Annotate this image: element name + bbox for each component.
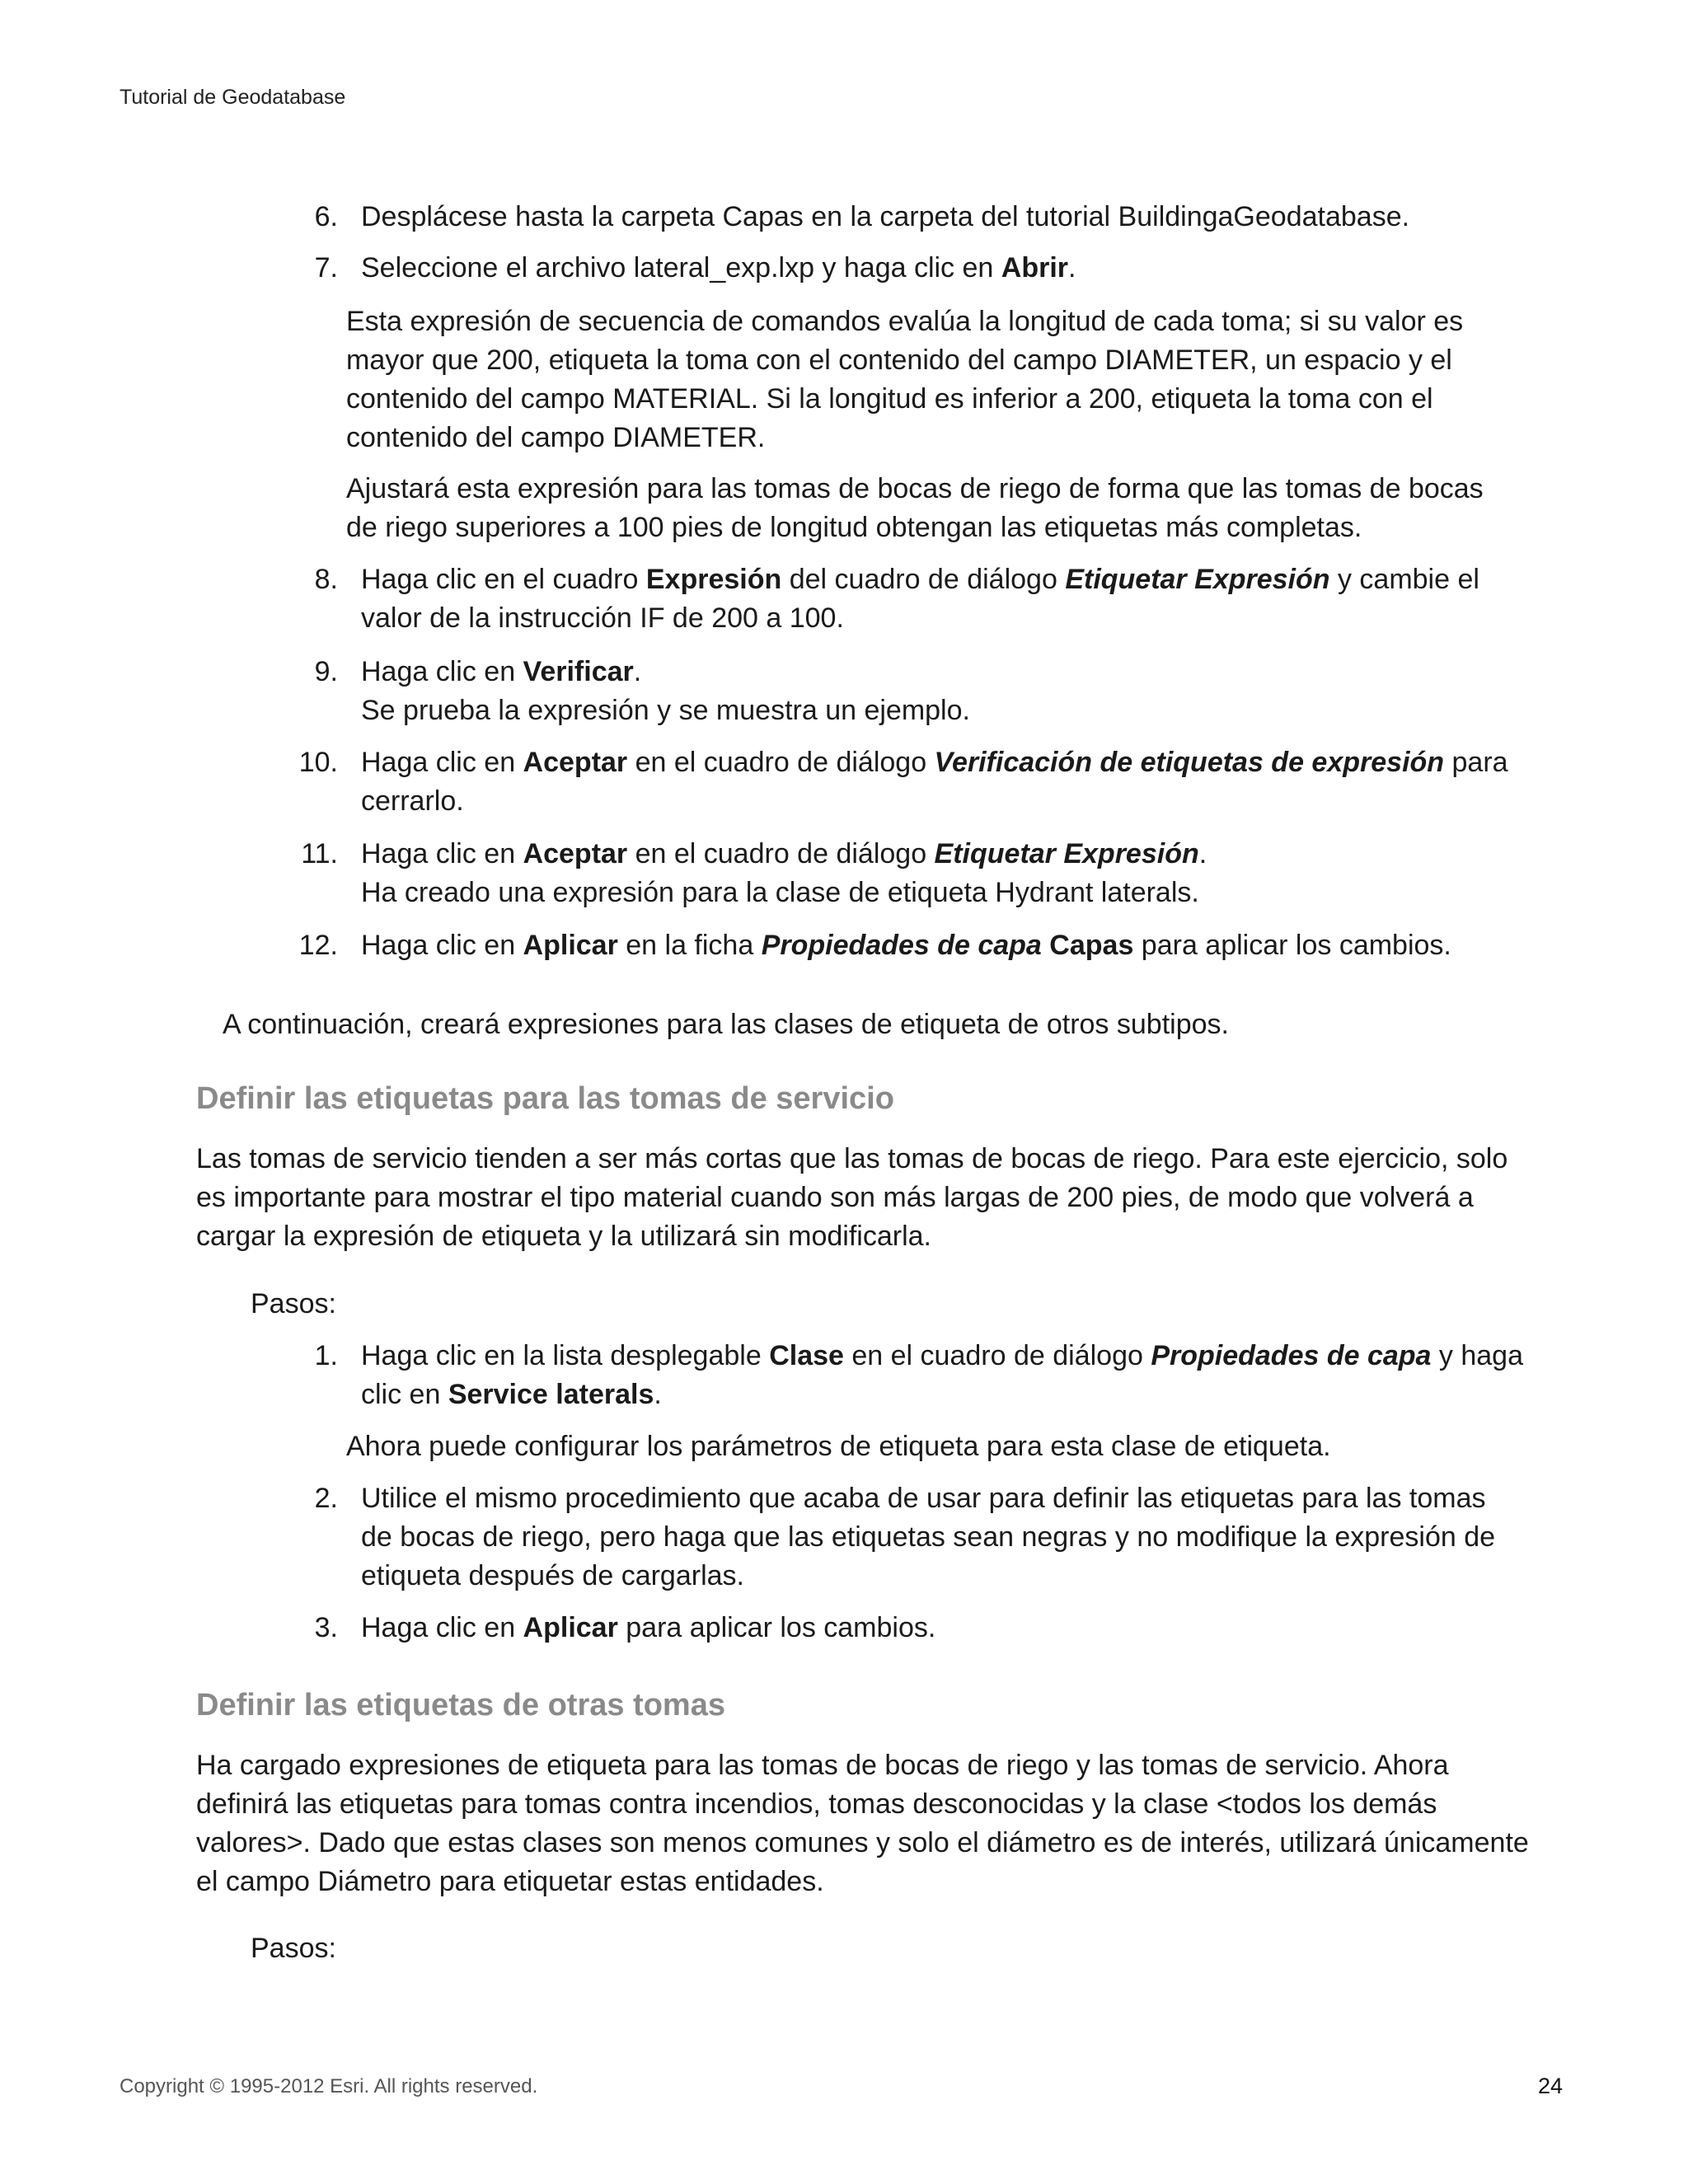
step-12: Haga clic en Aplicar en la ficha Propiedades de capa Capas para aplicar los cambios. xyxy=(361,930,1451,961)
step-9: Haga clic en Verificar. Se prueba la expresión y se muestra un ejemplo. xyxy=(361,656,970,726)
step-11: Haga clic en Aceptar en el cuadro de diálogo Etiquetar Expresión. Ha creado una expresión para la clase de etiqueta Hydrant laterals. xyxy=(361,838,1207,908)
section-heading: Definir las etiquetas para las tomas de servicio xyxy=(196,1081,894,1116)
step-7-note: Ajustará esta expresión para las tomas de bocas de riego de forma que las tomas de bocas de riego superiores a 100 pies de longitud obtengan las etiquetas más completas. xyxy=(346,473,1484,543)
pasos-label: Pasos: xyxy=(251,1933,336,1964)
step-number: 8. xyxy=(314,564,338,595)
section-body: Las tomas de servicio tienden a ser más cortas que las tomas de bocas de riego. Para este ejercicio, solo es importante para mostrar el tipo material cuando son más largas de 200 pies, de modo que volverá a cargar la expresión de etiqueta y la utilizará sin modificarla. xyxy=(196,1143,1508,1252)
step-number: 9. xyxy=(314,656,338,687)
page-header: Tutorial de Geodatabase xyxy=(120,86,346,109)
continuation-text: A continuación, creará expresiones para las clases de etiqueta de otros subtipos. xyxy=(223,1009,1229,1040)
step-10: Haga clic en Aceptar en el cuadro de diálogo Verificación de etiquetas de expresión para cerrarlo. xyxy=(361,747,1508,817)
step-6: Desplácese hasta la carpeta Capas en la carpeta del tutorial BuildingaGeodatabase. xyxy=(361,201,1410,232)
section-heading: Definir las etiquetas de otras tomas xyxy=(196,1688,725,1722)
step-number: 2. xyxy=(314,1483,338,1514)
step-number: 3. xyxy=(314,1612,338,1643)
page-number: 24 xyxy=(1537,2074,1563,2098)
step-number: 7. xyxy=(314,252,338,284)
step-number: 12. xyxy=(298,930,338,961)
step-number: 11. xyxy=(301,838,338,869)
step-7-note: Esta expresión de secuencia de comandos evalúa la longitud de cada toma; si su valor es mayor que 200, etiqueta la toma con el contenido del campo DIAMETER, un espacio y el contenido del campo MATERIAL. Si la longitud es inferior a 200, etiqueta la toma con el contenido del campo DIAMETER. xyxy=(346,306,1464,453)
step-number: 10. xyxy=(298,747,338,778)
pasos-label: Pasos: xyxy=(251,1288,336,1319)
step-number: 6. xyxy=(314,201,338,232)
copyright-footer: Copyright © 1995-2012 Esri. All rights reserved. xyxy=(120,2075,538,2097)
section-body: Ha cargado expresiones de etiqueta para las tomas de bocas de riego y las tomas de servicio. Ahora definirá las etiquetas para tomas contra incendios, tomas desconocidas y la clase <todos los demás valores>. Dado que estas clases son menos comunes y solo el diámetro es de interés, utilizará únicamente el campo Diámetro para etiquetar estas entidades. xyxy=(196,1750,1529,1897)
section1-step-1: Haga clic en la lista desplegable Clase en el cuadro de diálogo Propiedades de capa y haga clic en Service laterals. xyxy=(361,1340,1523,1410)
section1-step-3: Haga clic en Aplicar para aplicar los cambios. xyxy=(361,1612,936,1643)
step-7: Seleccione el archivo lateral_exp.lxp y haga clic en Abrir. xyxy=(361,252,1076,284)
section1-step-2: Utilice el mismo procedimiento que acaba de usar para definir las etiquetas para las tomas de bocas de riego, pero haga que las etiquetas sean negras y no modifique la expresión de etiqueta después de cargarlas. xyxy=(361,1483,1496,1591)
step-8: Haga clic en el cuadro Expresión del cuadro de diálogo Etiquetar Expresión y cambie el valor de la instrucción IF de 200 a 100. xyxy=(361,564,1479,634)
step-1-note: Ahora puede configurar los parámetros de etiqueta para esta clase de etiqueta. xyxy=(346,1431,1331,1462)
step-number: 1. xyxy=(314,1340,338,1371)
